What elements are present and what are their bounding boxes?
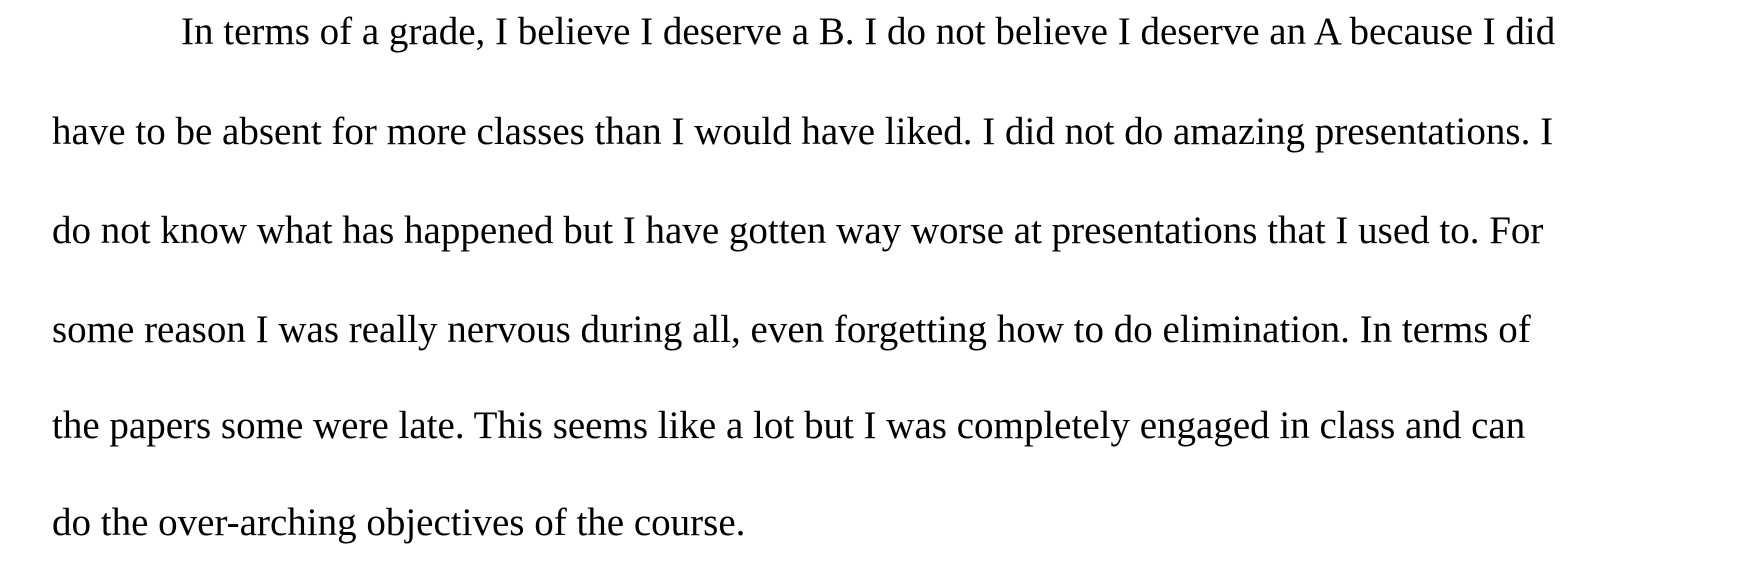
paragraph-line-6: do the over-arching objectives of the course. — [52, 501, 746, 544]
paragraph-line-5: the papers some were late. This seems like a lot but I was completely engaged in class and can — [52, 404, 1526, 447]
paragraph-line-3: do not know what has happened but I have gotten way worse at presentations that I used to. For — [52, 209, 1544, 252]
paragraph-line-1: In terms of a grade, I believe I deserve a B. I do not believe I deserve an A because I did — [181, 10, 1556, 53]
paragraph-line-2: have to be absent for more classes than I would have liked. I did not do amazing presentations. I — [52, 110, 1554, 153]
paragraph-line-4: some reason I was really nervous during all, even forgetting how to do elimination. In terms of — [52, 308, 1531, 351]
